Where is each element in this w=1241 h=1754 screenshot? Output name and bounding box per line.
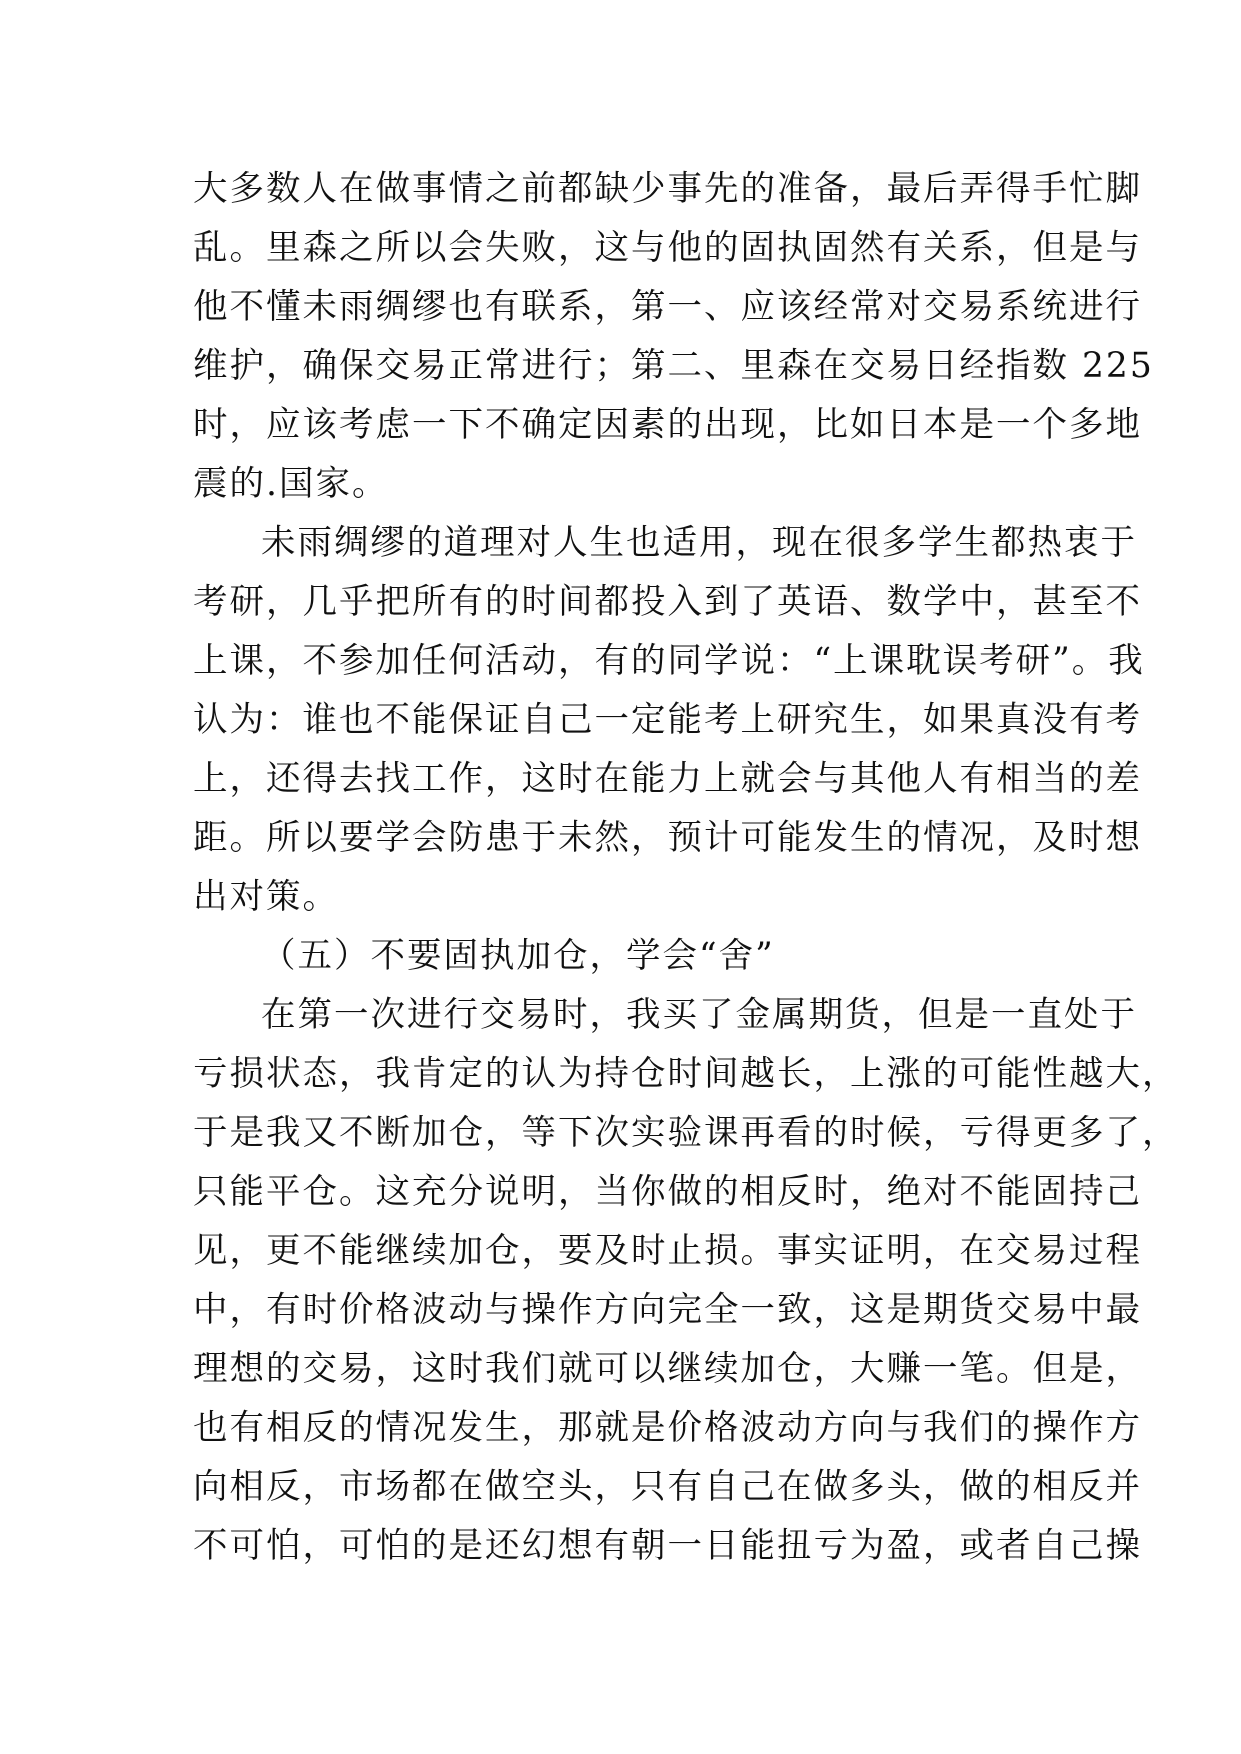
paragraph-line: 考研，几乎把所有的时间都投入到了英语、数学中，甚至不: [193, 582, 1142, 622]
paragraph-line: 他不懂未雨绸缪也有联系，第一、应该经常对交易系统进行: [193, 287, 1142, 327]
paragraph-line: 亏损状态，我肯定的认为持仓时间越长，上涨的可能性越大，: [193, 1054, 1179, 1094]
paragraph-line: 距。所以要学会防患于未然，预计可能发生的情况，及时想: [193, 818, 1142, 858]
section-heading: （五）不要固执加仓，学会“舍”: [261, 936, 775, 976]
paragraph-line: 大多数人在做事情之前都缺少事先的准备，最后弄得手忙脚: [193, 169, 1142, 209]
paragraph-line: 上，还得去找工作，这时在能力上就会与其他人有相当的差: [193, 759, 1142, 799]
paragraph-trading-experience: [193, 986, 1179, 1576]
paragraph-line: 出对策。: [193, 877, 339, 917]
paragraph-line: 于是我又不断加仓，等下次实验课再看的时候，亏得更多了，: [193, 1113, 1179, 1153]
paragraph-line: 理想的交易，这时我们就可以继续加仓，大赚一笔。但是，: [193, 1349, 1142, 1389]
paragraph-line: 中，有时价格波动与操作方向完全一致，这是期货交易中最: [193, 1290, 1142, 1330]
paragraph-line: 时，应该考虑一下不确定因素的出现，比如日本是一个多地: [193, 405, 1142, 445]
paragraph-line: 在第一次进行交易时，我买了金属期货，但是一直处于: [261, 995, 1137, 1035]
paragraph-preparation: [193, 160, 1154, 514]
paragraph-line: 向相反，市场都在做空头，只有自己在做多头，做的相反并: [193, 1467, 1142, 1507]
paragraph-line: 维护，确保交易正常进行；第二、里森在交易日经指数 225: [193, 346, 1154, 386]
document-body: [193, 160, 1179, 1576]
paragraph-line: 震的.国家。: [193, 464, 389, 504]
paragraph-line: 上课，不参加任何活动，有的同学说：“上课耽误考研”。我: [193, 641, 1145, 681]
paragraph-line: 乱。里森之所以会失败，这与他的固执固然有关系，但是与: [193, 228, 1142, 268]
paragraph-line: 见，更不能继续加仓，要及时止损。事实证明，在交易过程: [193, 1231, 1142, 1271]
paragraph-line: 未雨绸缪的道理对人生也适用，现在很多学生都热衷于: [261, 523, 1137, 563]
paragraph-line: 不可怕，可怕的是还幻想有朝一日能扭亏为盈，或者自己操: [193, 1526, 1142, 1566]
paragraph-line: 只能平仓。这充分说明，当你做的相反时，绝对不能固持己: [193, 1172, 1142, 1212]
paragraph-life-lesson: [193, 514, 1145, 927]
paragraph-line: 认为：谁也不能保证自己一定能考上研究生，如果真没有考: [193, 700, 1142, 740]
paragraph-line: 也有相反的情况发生，那就是价格波动方向与我们的操作方: [193, 1408, 1142, 1448]
